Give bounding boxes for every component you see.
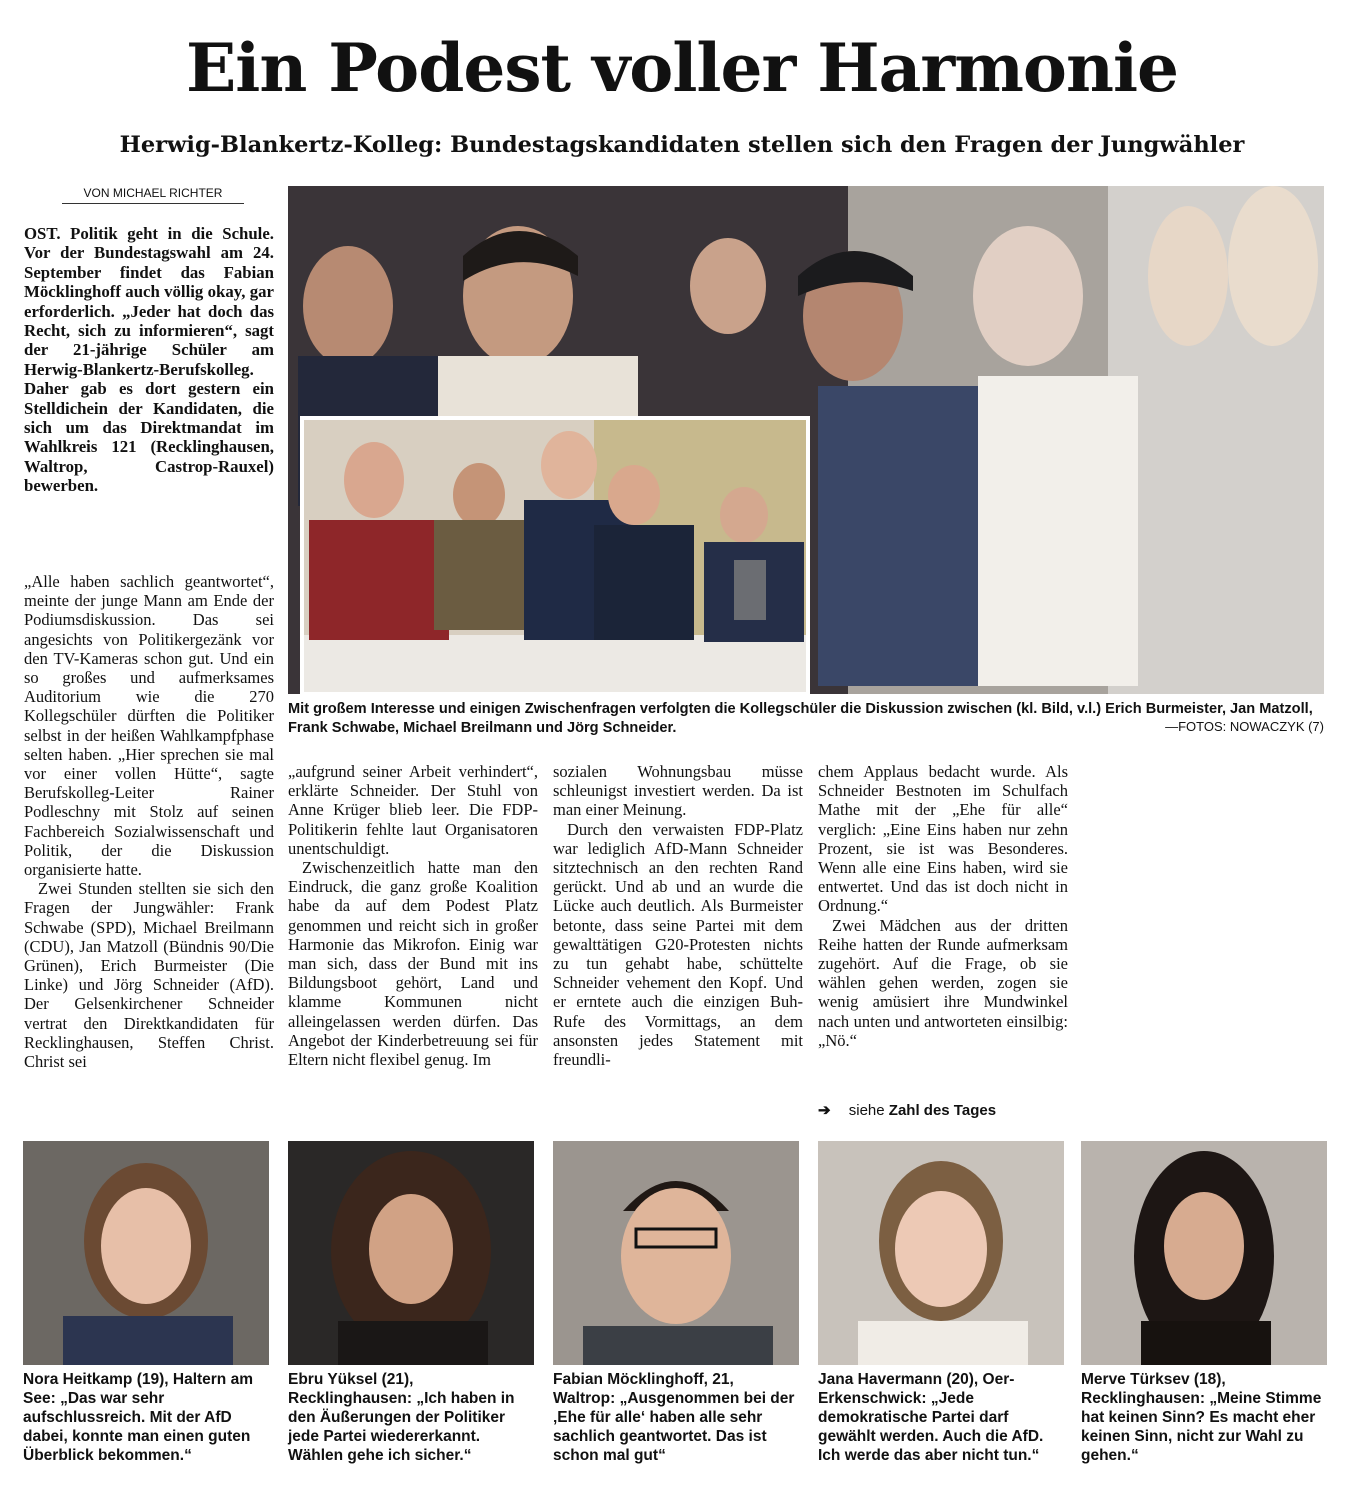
portrait-caption (288, 1370, 534, 1465)
portrait-caption (1081, 1370, 1327, 1465)
portrait-quote: „Jede demokratische Partei darf gewählt werden. Auch die AfD. Ich werde das aber nicht tun.“ (818, 1390, 1044, 1464)
article-column-4 (818, 762, 1068, 1050)
subheadline: Herwig-Blankertz-Kolleg: Bundestagskandidaten stellen sich den Fragen der Jungwähler (119, 132, 1245, 158)
body-paragraph: chem Applaus bedacht wurde. Als Schneider Bestnoten im Schulfach Mathe mit der „Ehe für alle“ verglich: „Eine Eins haben nur zehn Prozent, sie ist was Besonderes. Wenn alle eine Eins haben, wird sie entwertet. Und das ist doch nicht in Ordnung.“ (818, 762, 1068, 916)
see-also-reference[interactable] (818, 1101, 1078, 1119)
article-column-3 (553, 762, 803, 1069)
portrait-name: Jana Havermann (20), Oer-Erkenschwick: (818, 1371, 1015, 1407)
article-column-1-lead (24, 224, 274, 496)
body-paragraph: Zwischenzeitlich hatte man den Eindruck, die ganz große Koalition habe da auf dem Podest Platz genommen und reicht sich in großer Harmonie das Mikrofon. Einig war man sich, dass der Bund mit ins Bildungsboot gehört, Land und klamme Kommunen nicht alleingelassen werden dürfen. Das Angebot der Kinderbetreuung sei für Eltern nicht flexibel genug. Im (288, 858, 538, 1070)
portrait-photo (288, 1141, 534, 1365)
photo-credit: —FOTOS: NOWACZYK (7) (1165, 719, 1324, 734)
portrait-name: Fabian Möcklinghoff, 21, Waltrop: (553, 1371, 734, 1407)
photo-caption: Mit großem Interesse und einigen Zwischenfragen verfolgten die Kollegschüler die Diskussion zwischen (kl. Bild, v.l.) Erich Burmeister, Jan Matzoll, Frank Schwabe, Michael Breilmann und Jörg Schneider. (288, 701, 1313, 736)
portrait-caption (553, 1370, 799, 1465)
portrait-caption (23, 1370, 269, 1465)
body-paragraph: „aufgrund seiner Arbeit verhindert“, erklärte Schneider. Der Stuhl von Anne Krüger blieb leer. Die FDP-Politikerin fehlte laut Organisatoren unentschuldigt. (288, 762, 538, 858)
see-also-target: Zahl des Tages (888, 1102, 997, 1119)
body-paragraph: „Alle haben sachlich geantwortet“, meinte der junge Mann am Ende der Podiumsdiskussion. Das sei angesichts von Politikergezänk vor den TV-Kameras schon gut. Und ein so großes und aufmerksames Auditorium wie die 270 Kollegschüler dürften die Politiker selbst in der heißen Wahlkampfphase selten haben. „Hier sprechen sie mal vor einer vollen Hütte“, sagte Berufskolleg-Leiter Rainer Podleschny mit Stolz auf seinen Fachbereich Sozialwissenschaft und Politik, der die Diskussion organisierte hatte. (24, 572, 274, 880)
panel-discussion-photo (300, 416, 810, 696)
portrait-photo (553, 1141, 799, 1365)
see-also-prefix: siehe (848, 1102, 885, 1119)
body-paragraph: Durch den verwaisten FDP-Platz war lediglich AfD-Mann Schneider sitztechnisch an den rechten Rand gerückt. Und ab und an wurde die Lücke auch deutlich. Als Burmeister betonte, dass seine Partei mit dem gewalttätigen G20-Protesten nichts zu tun gehabt habe, schüttelte Schneider vehement den Kopf. Und er erntete auch die einzigen Buh-Rufe des Vormittags, an dem ansonsten jedes Statement mit freundli- (553, 819, 803, 1070)
portrait-name: Merve Türksev (18), Recklinghausen: (1081, 1371, 1226, 1407)
portrait-name: Ebru Yüksel (21), Recklinghausen: (288, 1371, 414, 1407)
body-paragraph: Zwei Mädchen aus der dritten Reihe hatten der Runde aufmerksam zugehört. Auf die Frage, ob sie wählen gehen werden, zogen sie wenig amüsiert ihre Mundwinkel nach unten und antworteten einsilbig: „Nö.“ (818, 915, 1068, 1050)
body-paragraph: Zwei Stunden stellten sie sich den Fragen der Jungwähler: Frank Schwabe (SPD), Michael Breilmann (CDU), Jan Matzoll (Bündnis 90/Die Grünen), Erich Burmeister (Die Linke) und Jörg Schneider (AfD). Der Gelsenkirchener Schneider vertrat den Direktkandidaten für Recklinghausen, Steffen Christ. Christ sei (24, 879, 274, 1072)
article-column-2 (288, 762, 538, 1069)
body-paragraph: sozialen Wohnungsbau müsse schleunigst investiert werden. Da ist man einer Meinung. (553, 762, 803, 820)
portrait-photo (818, 1141, 1064, 1365)
portrait-photo (23, 1141, 269, 1365)
portrait-caption (818, 1370, 1064, 1465)
portrait-photo (1081, 1141, 1327, 1365)
portrait-quote: „Meine Stimme hat keinen Sinn? Es macht eher keinen Sinn, nicht zur Wahl zu gehen.“ (1081, 1390, 1322, 1464)
portrait-quote: „Ich haben in den Äußerungen der Politiker jede Partei wiedererkannt. Wählen gehe ich sicher.“ (288, 1390, 515, 1464)
portrait-quote: „Ausgenommen bei der ‚Ehe für alle‘ haben alle sehr sachlich geantwortet. Das ist schon mal gut“ (553, 1390, 795, 1464)
portrait-name: Nora Heitkamp (19), Haltern am See: (23, 1371, 253, 1407)
article-column-1 (24, 572, 274, 1071)
byline: VON MICHAEL RICHTER (62, 186, 244, 204)
portrait-quote: „Das war sehr aufschlussreich. Mit der AfD dabei, konnte man einen guten Überblick bekommen.“ (23, 1390, 251, 1464)
arrow-right-icon: ➔ (818, 1102, 831, 1119)
headline: Ein Podest voller Harmonie (185, 29, 1179, 107)
lead-paragraph: OST. Politik geht in die Schule. Vor der Bundestagswahl am 24. September findet das Fabian Möcklinghoff auch völlig okay, gar erforderlich. „Jeder hat doch das Recht, sich zu informieren“, sagt der 21-jährige Schüler am Herwig-Blankertz-Berufskolleg. Daher gab es dort gestern ein Stelldichein der Kandidaten, die sich um das Direktmandat im Wahlkreis 121 (Recklinghausen, Waltrop, Castrop-Rauxel) bewerben. (24, 224, 274, 496)
